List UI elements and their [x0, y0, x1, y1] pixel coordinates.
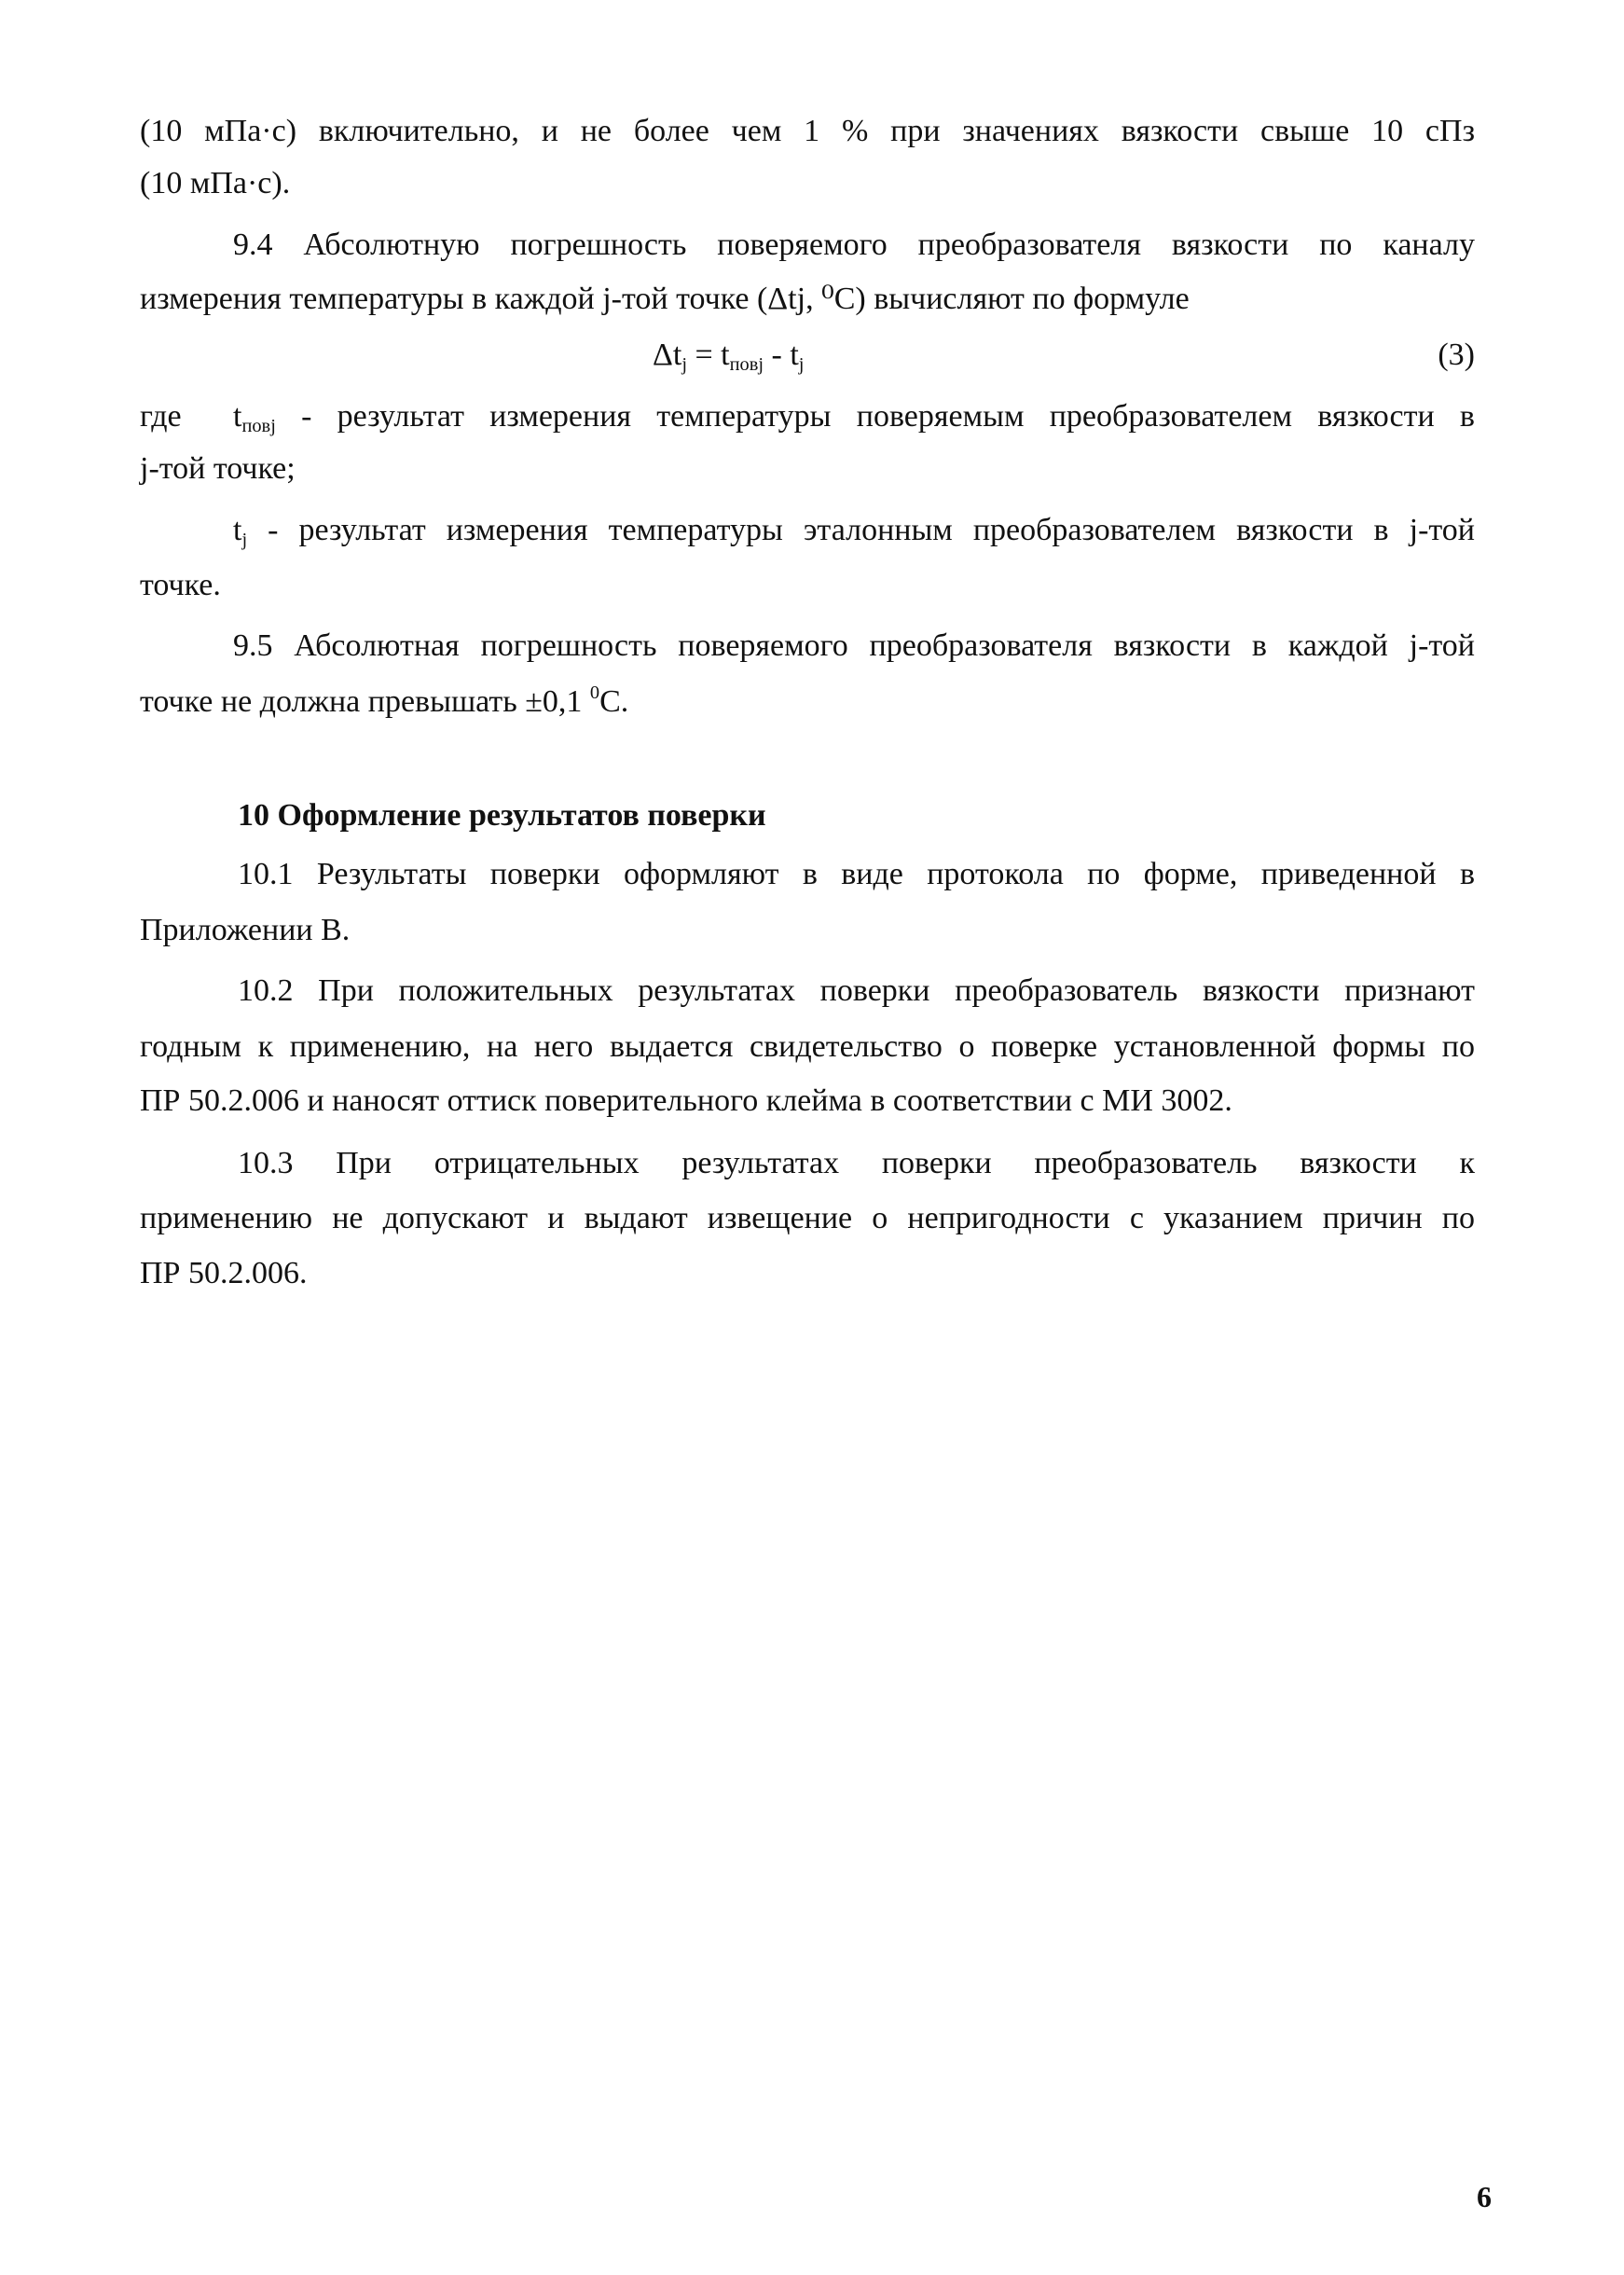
page-number: 6 [1477, 2180, 1492, 2213]
paragraph-10-2-line-2: годным к применению, на него выдается свидетельство о поверке установленной формы по [140, 1029, 1475, 1064]
paragraph-10-3-line-1: 10.3 При отрицательных результатах поверки преобразователь вязкости к [238, 1146, 1475, 1180]
paragraph-9-4-line-1: 9.4 Абсолютную погрешность поверяемого преобразователя вязкости по каналу [233, 228, 1475, 262]
text-line-2: (10 мПа·с). [140, 166, 291, 200]
section-10-heading: 10 Оформление результатов поверки [238, 798, 766, 833]
where-line-2: j-той точке; [140, 451, 296, 486]
formula-expression: $\Delta t_j = t_{повj} - t_j$ [653, 338, 805, 375]
paragraph-10-2-line-3: ПР 50.2.006 и наносят оттиск поверительного клейма в соответствии с МИ 3002. [140, 1083, 1232, 1118]
where-definition-1: $t_{повj}$ - результат измерения температуры поверяемым преобразователем вязкости в [233, 399, 1475, 436]
paragraph-9-5-line-1: 9.5 Абсолютная погрешность поверяемого преобразователя вязкости в каждой j-той [233, 628, 1475, 663]
paragraph-10-1-line-2: Приложении В. [140, 913, 351, 947]
paragraph-10-3-line-3: ПР 50.2.006. [140, 1256, 308, 1290]
text-line-1: (10 мПа·с) включительно, и не более чем 1 % при значениях вязкости свыше 10 сПз [140, 114, 1475, 148]
paragraph-10-1-line-1: 10.1 Результаты поверки оформляют в виде протокола по форме, приведенной в [238, 857, 1475, 891]
paragraph-10-2-line-1: 10.2 При положительных результатах поверки преобразователь вязкости признают [238, 973, 1475, 1008]
paragraph-9-5-line-2: точке не должна превышать ±0,1 $^0$С. [140, 682, 629, 719]
where-label: где [140, 399, 182, 434]
where-definition-2: $t_j$ - результат измерения температуры эталонным преобразователем вязкости в j-той [233, 513, 1475, 550]
paragraph-10-3-line-2: применению не допускают и выдают извещение о непригодности с указанием причин по [140, 1201, 1475, 1235]
paragraph-9-4-line-2: измерения температуры в каждой j-той точке (Δtj, ⁰С) вычисляют по формуле [140, 282, 1190, 316]
formula-number: (3) [1438, 338, 1475, 372]
where-line-4: точке. [140, 568, 221, 602]
